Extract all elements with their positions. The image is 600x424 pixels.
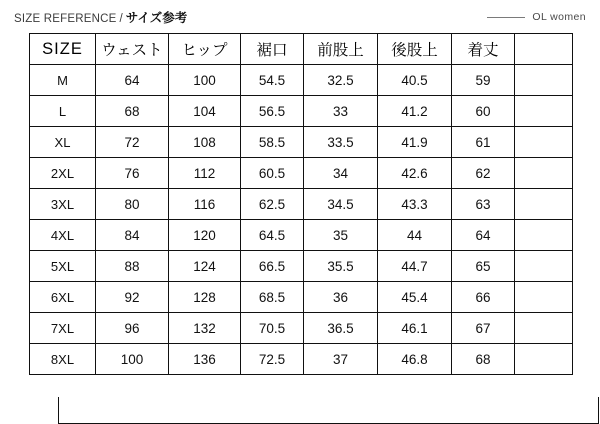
- cell-waist: 92: [96, 282, 169, 313]
- cell-size: 6XL: [30, 282, 96, 313]
- cell-hip: 100: [169, 65, 241, 96]
- cell-waist: 80: [96, 189, 169, 220]
- cell-front-rise: 34.5: [304, 189, 378, 220]
- cell-back-rise: 41.2: [378, 96, 452, 127]
- cell-size: 3XL: [30, 189, 96, 220]
- cell-front-rise: 32.5: [304, 65, 378, 96]
- cell-front-rise: 35: [304, 220, 378, 251]
- cell-back-rise: 40.5: [378, 65, 452, 96]
- cell-blank: [515, 313, 573, 344]
- cell-length: 61: [452, 127, 515, 158]
- table-row: [30, 282, 573, 313]
- cell-back-rise: 46.1: [378, 313, 452, 344]
- cell-length: 59: [452, 65, 515, 96]
- cell-hip: 116: [169, 189, 241, 220]
- cell-hem: 72.5: [241, 344, 304, 375]
- cell-waist: 64: [96, 65, 169, 96]
- footer-empty-box: [58, 397, 599, 424]
- size-table-body: [30, 65, 573, 375]
- cell-size: 7XL: [30, 313, 96, 344]
- cell-back-rise: 42.6: [378, 158, 452, 189]
- cell-hip: 124: [169, 251, 241, 282]
- cell-front-rise: 37: [304, 344, 378, 375]
- cell-blank: [515, 282, 573, 313]
- column-header-length: 着丈: [452, 34, 515, 65]
- table-row: [30, 313, 573, 344]
- cell-waist: 68: [96, 96, 169, 127]
- cell-hem: 66.5: [241, 251, 304, 282]
- cell-hem: 68.5: [241, 282, 304, 313]
- cell-back-rise: 44.7: [378, 251, 452, 282]
- cell-length: 67: [452, 313, 515, 344]
- cell-length: 65: [452, 251, 515, 282]
- cell-blank: [515, 344, 573, 375]
- cell-front-rise: 33.5: [304, 127, 378, 158]
- table-row: [30, 158, 573, 189]
- cell-hem: 54.5: [241, 65, 304, 96]
- table-row: [30, 96, 573, 127]
- cell-hem: 56.5: [241, 96, 304, 127]
- cell-front-rise: 36.5: [304, 313, 378, 344]
- cell-hem: 70.5: [241, 313, 304, 344]
- cell-back-rise: 41.9: [378, 127, 452, 158]
- title-separator: /: [119, 13, 123, 25]
- cell-blank: [515, 96, 573, 127]
- cell-back-rise: 43.3: [378, 189, 452, 220]
- column-header-hip: ヒップ: [169, 34, 241, 65]
- cell-waist: 72: [96, 127, 169, 158]
- cell-blank: [515, 220, 573, 251]
- cell-hip: 104: [169, 96, 241, 127]
- cell-front-rise: 35.5: [304, 251, 378, 282]
- table-row: [30, 344, 573, 375]
- column-header-back-rise: 後股上: [378, 34, 452, 65]
- cell-blank: [515, 127, 573, 158]
- cell-back-rise: 45.4: [378, 282, 452, 313]
- cell-back-rise: 44: [378, 220, 452, 251]
- table-row: [30, 65, 573, 96]
- cell-blank: [515, 189, 573, 220]
- cell-size: XL: [30, 127, 96, 158]
- cell-hip: 120: [169, 220, 241, 251]
- cell-hip: 128: [169, 282, 241, 313]
- header-title-group: [14, 8, 187, 26]
- cell-hip: 132: [169, 313, 241, 344]
- table-row: [30, 251, 573, 282]
- column-header-front-rise: 前股上: [304, 34, 378, 65]
- cell-length: 64: [452, 220, 515, 251]
- cell-length: 63: [452, 189, 515, 220]
- cell-hem: 60.5: [241, 158, 304, 189]
- column-header-blank: [515, 34, 573, 65]
- brand-group: [487, 11, 586, 23]
- cell-hem: 58.5: [241, 127, 304, 158]
- cell-waist: 96: [96, 313, 169, 344]
- table-row: [30, 127, 573, 158]
- table-row: [30, 220, 573, 251]
- brand-label: OL women: [532, 11, 586, 23]
- size-table-head: [30, 34, 573, 65]
- cell-size: 8XL: [30, 344, 96, 375]
- cell-size: 2XL: [30, 158, 96, 189]
- page-title-jp: サイズ参考: [125, 11, 188, 25]
- cell-back-rise: 46.8: [378, 344, 452, 375]
- cell-length: 60: [452, 96, 515, 127]
- cell-size: L: [30, 96, 96, 127]
- cell-size: M: [30, 65, 96, 96]
- page-header: [14, 6, 586, 28]
- cell-hem: 64.5: [241, 220, 304, 251]
- cell-hip: 108: [169, 127, 241, 158]
- cell-length: 68: [452, 344, 515, 375]
- table-row: [30, 189, 573, 220]
- column-header-size: SIZE: [30, 34, 96, 65]
- cell-blank: [515, 251, 573, 282]
- page-title-en: SIZE REFERENCE: [14, 13, 117, 25]
- column-header-hem: 裾口: [241, 34, 304, 65]
- cell-blank: [515, 158, 573, 189]
- size-table-wrapper: [29, 33, 572, 375]
- brand-rule: [487, 17, 525, 18]
- cell-length: 62: [452, 158, 515, 189]
- cell-size: 4XL: [30, 220, 96, 251]
- cell-hip: 136: [169, 344, 241, 375]
- cell-front-rise: 34: [304, 158, 378, 189]
- cell-waist: 84: [96, 220, 169, 251]
- cell-length: 66: [452, 282, 515, 313]
- cell-size: 5XL: [30, 251, 96, 282]
- cell-blank: [515, 65, 573, 96]
- size-table: [29, 33, 573, 375]
- cell-waist: 100: [96, 344, 169, 375]
- cell-hip: 112: [169, 158, 241, 189]
- cell-hem: 62.5: [241, 189, 304, 220]
- cell-front-rise: 36: [304, 282, 378, 313]
- cell-waist: 88: [96, 251, 169, 282]
- table-header-row: [30, 34, 573, 65]
- cell-waist: 76: [96, 158, 169, 189]
- column-header-waist: ウェスト: [96, 34, 169, 65]
- cell-front-rise: 33: [304, 96, 378, 127]
